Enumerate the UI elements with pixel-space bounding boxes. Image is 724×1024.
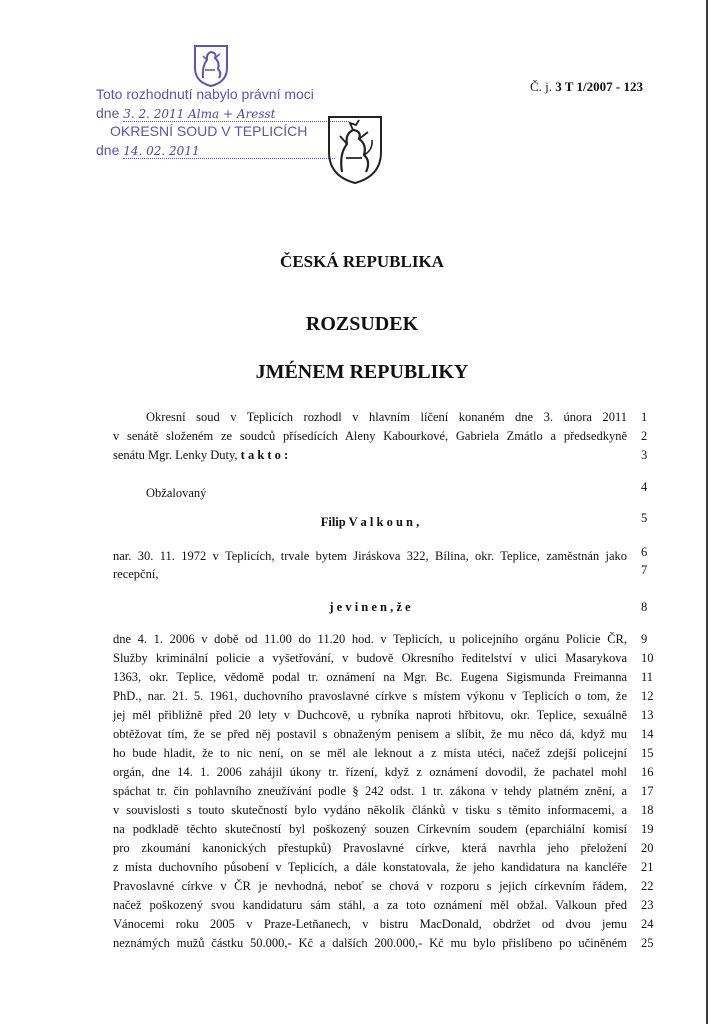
stamp-date2-handwriting: 14. 02. 2011 xyxy=(123,144,335,159)
scan-edge-line xyxy=(706,0,708,1024)
line-number: 8 xyxy=(641,600,648,614)
verdict-title: ROZSUDEK xyxy=(305,313,419,335)
text-line-13: jej měl přibližně před 20 lety v Duchcově, u rybníka naproti hřbitovu, okr. Teplice, sexuálně xyxy=(113,708,627,722)
line-number: 4 xyxy=(641,480,648,494)
text-line-15: ho bude hladit, že to nic není, on se měl ale leknout a z místa utéci, načež zdejší policejní xyxy=(113,746,627,760)
line-number: 22 xyxy=(641,879,654,893)
stamp-line-legal-force: Toto rozhodnutí nabylo právní moci xyxy=(96,86,314,102)
line-number: 2 xyxy=(641,429,648,443)
case-number-value: 3 T 1/2007 - 123 xyxy=(555,79,643,94)
line-number: 16 xyxy=(641,765,654,779)
line-number: 12 xyxy=(641,689,654,703)
text-line-4: Obžalovaný xyxy=(146,486,207,500)
stamp-line-court: OKRESNÍ SOUD V TEPLICÍCH xyxy=(110,123,308,139)
stamp-line-date-2 xyxy=(96,142,335,159)
guilty-heading: j e v i n e n , ž e xyxy=(329,600,411,614)
verdict-subtitle: JMÉNEM REPUBLIKY xyxy=(255,361,469,383)
stamp-date2-label: dne xyxy=(96,142,120,158)
case-number-prefix: Č. j. xyxy=(530,79,553,94)
text-line-17: spáchat tr. čin pohlavního zneužívání podle § 242 odst. 1 tr. zákona v tehdy platném znění, a xyxy=(113,784,627,798)
line-number: 7 xyxy=(641,563,648,577)
case-number xyxy=(530,79,643,95)
text-line-22: Pravoslavné církve v ČR je nevhodná, neboť se chová v rozporu s jejich církevním řádem, xyxy=(113,879,627,893)
line-number: 20 xyxy=(641,841,654,855)
line-number: 13 xyxy=(641,708,654,722)
text-line-3-bold: t a k t o : xyxy=(240,448,289,462)
text-line-7: recepční, xyxy=(113,567,159,581)
text-line-3 xyxy=(113,448,288,463)
line-number: 11 xyxy=(641,670,654,684)
coat-of-arms-icon xyxy=(326,114,384,186)
small-coat-of-arms-icon xyxy=(193,44,229,88)
text-line-12: PhD., nar. 21. 5. 1961, duchovního pravoslavné církve s místem výkonu v Teplicích o tom, že xyxy=(113,689,627,703)
line-number: 24 xyxy=(641,917,654,931)
text-line-14: obtěžovat tím, že se před něj postavil s obnaženým penisem a slíbit, že mu něco dá, když mu xyxy=(113,727,627,741)
defendant-name: Filip V a l k o u n , xyxy=(320,515,420,529)
line-number: 15 xyxy=(641,746,654,760)
line-number: 21 xyxy=(641,860,654,874)
line-number: 6 xyxy=(641,545,648,559)
text-line-16: orgán, dne 14. 1. 2006 zahájil úkony tr. řízení, když z oznámení dovodil, že pachatel mohl xyxy=(113,765,627,779)
line-number: 14 xyxy=(641,727,654,741)
text-line-2: v senátě složeném ze soudců přísedících Aleny Kabourkové, Gabriela Zmátlo a předsedkyně xyxy=(113,429,627,443)
text-line-3-plain: senátu Mgr. Lenky Duty, xyxy=(113,448,238,462)
line-number: 17 xyxy=(641,784,654,798)
country-heading: ČESKÁ REPUBLIKA xyxy=(280,252,444,271)
text-line-23: načež poškozený svou kandidaturu sám stáhl, a za toto oznámení měl obžal. Valkoun před xyxy=(113,898,627,912)
text-line-20: pro zkoumání kanonických přestupků) Pravoslavné církve, která navrhla jeho přeložení xyxy=(113,841,627,855)
stamp-date-label: dne xyxy=(96,105,120,121)
text-line-1: Okresní soud v Teplicích rozhodl v hlavním líčení konaném dne 3. února 2011 xyxy=(146,410,627,424)
text-line-6: nar. 30. 11. 1972 v Teplicích, trvale bytem Jiráskova 322, Bílina, okr. Teplice, zaměstnán jako xyxy=(113,549,627,563)
line-number: 1 xyxy=(641,410,648,424)
text-line-21: z místa duchovního působení v Teplicích, a dále konstatovala, že jeho kandidatura na kancléře xyxy=(113,860,627,874)
text-line-9: dne 4. 1. 2006 v době od 11.00 do 11.20 hod. v Teplicích, u policejního orgánu Policie ČR, xyxy=(113,632,627,646)
text-line-19: na podkladě těchto skutečností byl poškozený souzen Církevním soudem (eparchiální komisí xyxy=(113,822,627,836)
text-line-24: Vánocemi roku 2005 v Praze-Letňanech, v bistru MacDonald, obdržet od dvou jemu xyxy=(113,917,627,931)
line-number: 25 xyxy=(641,936,654,950)
text-line-11: 1363, okr. Teplice, vědomě podal tr. oznámení na Mgr. Bc. Eugena Sigismunda Freimanna xyxy=(113,670,627,684)
line-number: 23 xyxy=(641,898,654,912)
line-number: 18 xyxy=(641,803,654,817)
text-line-18: v souvislosti s touto skutečností bylo vydáno několik článků v tisku s těmito informacemi, a xyxy=(113,803,627,817)
line-number: 10 xyxy=(641,651,654,665)
line-number: 5 xyxy=(641,511,648,525)
stamp-line-date xyxy=(96,105,349,122)
text-line-25: neznámých mužů částku 50.000,- Kč a dalších 200.000,- Kč mu bylo přislíbeno po učiněném xyxy=(113,936,627,950)
line-number: 9 xyxy=(641,632,648,646)
line-number: 19 xyxy=(641,822,654,836)
stamp-date-handwriting: 3. 2. 2011 Alma + Aresst xyxy=(123,107,349,122)
text-line-10: Služby kriminální policie a vyšetřování, v budově Okresního ředitelství v ulici Masarykova xyxy=(113,651,627,665)
line-number: 3 xyxy=(641,448,648,462)
